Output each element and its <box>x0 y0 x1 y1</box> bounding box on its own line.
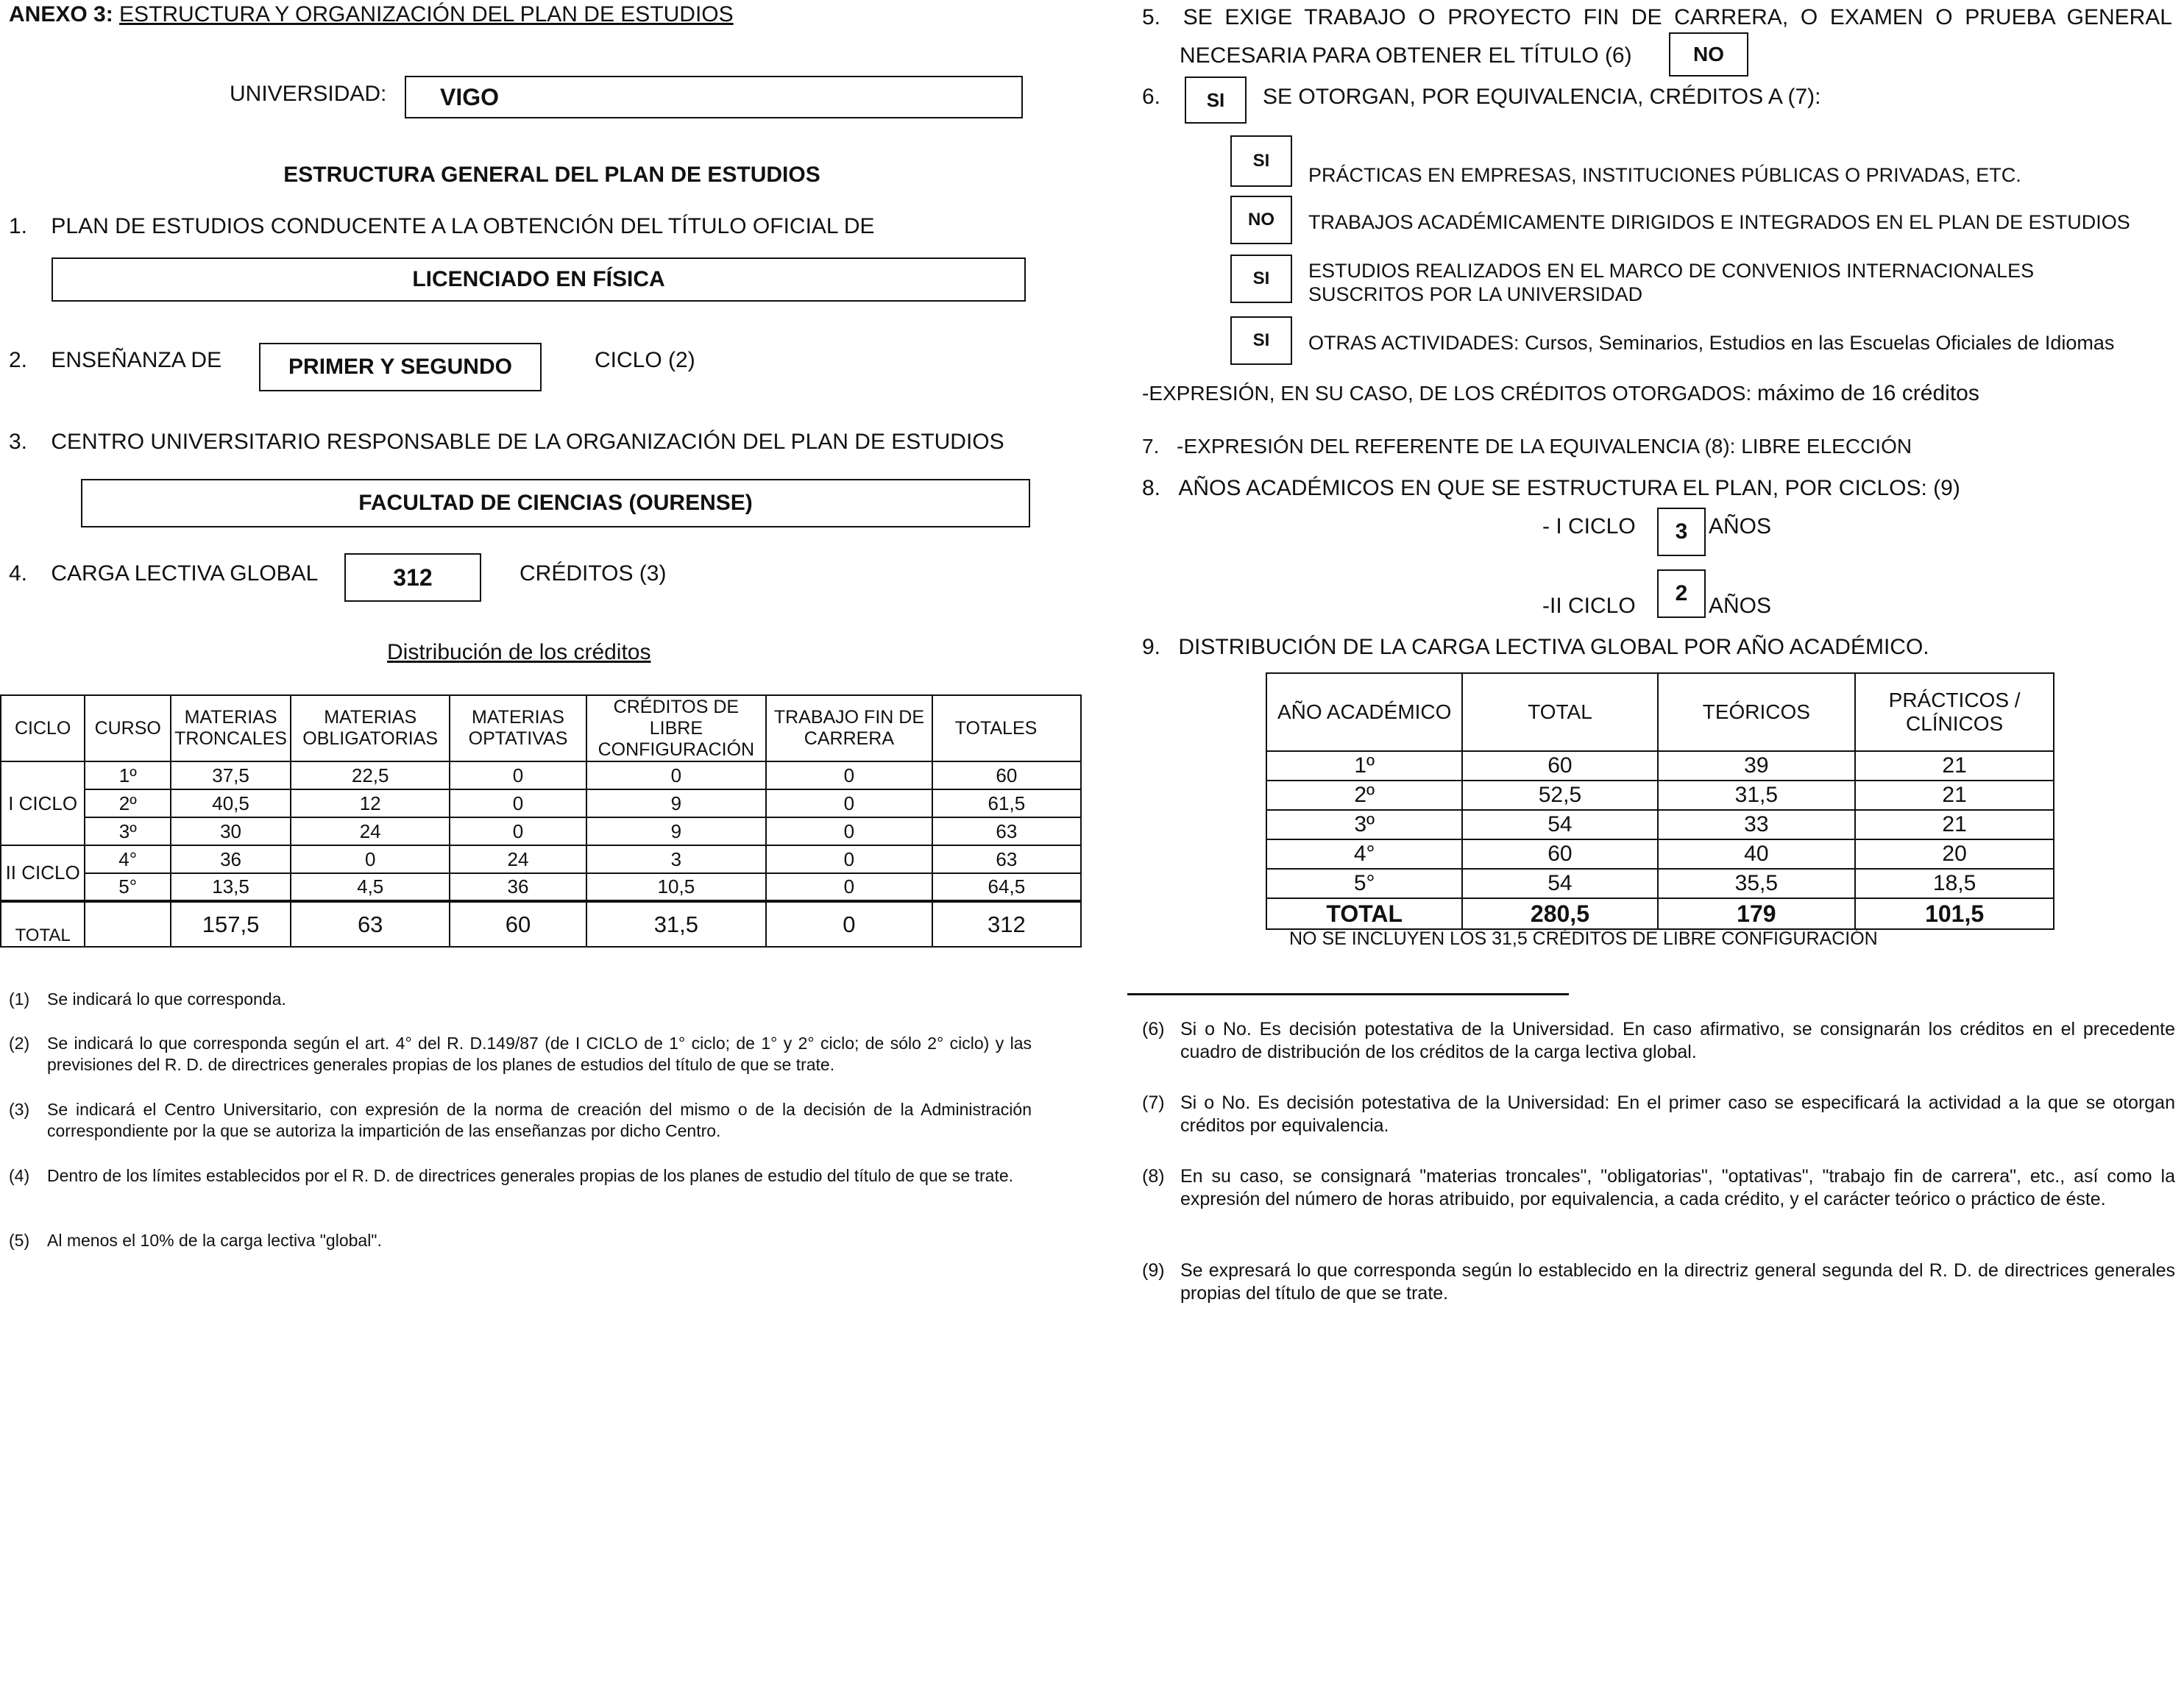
total-row <box>1266 898 2054 929</box>
cell: 60 <box>1462 839 1657 869</box>
option-text <box>1308 259 2034 306</box>
cell: 54 <box>1462 810 1657 839</box>
titulo-field <box>52 257 1026 302</box>
ciclo2-years: AÑOS <box>1709 594 1772 618</box>
item-8-text: AÑOS ACADÉMICOS EN QUE SE ESTRUCTURA EL PLAN, POR CICLOS: (9) <box>1178 476 1960 500</box>
ciclo-1-cell: I CICLO <box>1 761 85 845</box>
footnote-num: (2) <box>9 1034 30 1053</box>
footnote-text: Si o No. Es decisión potestativa de la Universidad. En caso afirmativo, se consignarán los créditos en el precedente cuadro de distribución de los créditos de la carga lectiva global. <box>1180 1019 2175 1062</box>
cell: 179 <box>1658 898 1856 929</box>
table-row <box>1 845 1081 873</box>
item-4 <box>9 561 318 587</box>
cell: 0 <box>766 873 932 901</box>
option-text <box>1308 331 2114 355</box>
table-row <box>1 761 1081 789</box>
cell: 0 <box>450 761 586 789</box>
cell: 18,5 <box>1855 869 2054 898</box>
footnote-2 <box>9 1033 1032 1076</box>
cell: 21 <box>1855 781 2054 810</box>
ciclo1-value: 3 <box>1675 519 1688 544</box>
th-teoricos: TEÓRICOS <box>1658 673 1856 751</box>
carga-value: 312 <box>393 564 433 591</box>
annex-title: ESTRUCTURA Y ORGANIZACIÓN DEL PLAN DE ESTUDIOS <box>119 2 734 26</box>
item-1 <box>9 213 875 240</box>
cell: 64,5 <box>932 873 1081 901</box>
th-libre: CRÉDITOS DE LIBRE CONFIGURACIÓN <box>586 695 766 761</box>
item-7-num: 7. <box>1142 435 1160 458</box>
footnote-num: (9) <box>1142 1260 1165 1281</box>
ensenanza-suffix: CICLO (2) <box>595 348 695 372</box>
option-value: SI <box>1252 330 1270 350</box>
footnote-num: (5) <box>9 1231 30 1250</box>
th-ciclo: CICLO <box>1 695 85 761</box>
cell: 40 <box>1658 839 1856 869</box>
item-1-num: 1. <box>9 214 28 238</box>
option-text: TRABAJOS ACADÉMICAMENTE DIRIGIDOS E INTEGRADOS EN EL PLAN DE ESTUDIOS <box>1308 211 2130 233</box>
total-label: TOTAL <box>1 901 85 947</box>
table-row <box>1266 781 2054 810</box>
ciclo-2-cell: II CICLO <box>1 845 85 901</box>
universidad-field <box>405 76 1023 118</box>
footnote-3 <box>9 1099 1032 1142</box>
footnote-text: Si o No. Es decisión potestativa de la Universidad: En el primer caso se especificará la actividad a la que se otorgan créditos por equivalencia. <box>1180 1092 2175 1136</box>
footnote-text: Se expresará lo que corresponda según lo establecido en la directriz general segunda del R. D. de directrices generales propias del título de que se trate. <box>1180 1260 2175 1304</box>
cell: 22,5 <box>291 761 450 789</box>
item-8-num: 8. <box>1142 476 1161 500</box>
th-ano: AÑO ACADÉMICO <box>1266 673 1462 751</box>
cell: 280,5 <box>1462 898 1657 929</box>
cell: 63 <box>932 817 1081 845</box>
distribucion-title: Distribución de los créditos <box>387 640 651 664</box>
th-total: TOTAL <box>1462 673 1657 751</box>
cell: 0 <box>450 817 586 845</box>
th-optativas: MATERIAS OPTATIVAS <box>450 695 586 761</box>
cell: 24 <box>291 817 450 845</box>
cell: 61,5 <box>932 789 1081 817</box>
option-line: SUSCRITOS POR LA UNIVERSIDAD <box>1308 283 1643 305</box>
cell: 312 <box>932 901 1081 947</box>
item-6-num: 6. <box>1142 85 1161 109</box>
table-row <box>1 873 1081 901</box>
cell: 2º <box>85 789 171 817</box>
item-6-text: SE OTORGAN, POR EQUIVALENCIA, CRÉDITOS A (7): <box>1263 85 1821 109</box>
cell: 20 <box>1855 839 2054 869</box>
footnote-text: Se indicará lo que corresponda según el art. 4° del R. D.149/87 (de I CICLO de 1° ciclo; de 1° y 2° ciclo; de sólo 2° ciclo) y las previsiones del R. D. de directrices generales propias de los planes de estudios del título de que se trate. <box>47 1034 1032 1074</box>
item-2-num: 2. <box>9 348 28 372</box>
cell: 39 <box>1658 751 1856 781</box>
cell: 33 <box>1658 810 1856 839</box>
option-box <box>1230 196 1292 244</box>
cell: 3º <box>85 817 171 845</box>
centro-field <box>81 479 1030 527</box>
table-row <box>1266 839 2054 869</box>
item-4-num: 4. <box>9 561 28 586</box>
credits-table <box>0 694 1082 948</box>
cell: 3º <box>1266 810 1462 839</box>
cell: 0 <box>291 845 450 873</box>
item-5-box <box>1669 32 1748 77</box>
item-9-num: 9. <box>1142 635 1161 659</box>
item-5-text: SE EXIGE TRABAJO O PROYECTO FIN DE CARRERA, O EXAMEN O PRUEBA GENERAL <box>1183 5 2172 29</box>
cell: TOTAL <box>1266 898 1462 929</box>
cell: 1º <box>1266 751 1462 781</box>
cell: 63 <box>291 901 450 947</box>
cell: 0 <box>766 817 932 845</box>
cell: 4° <box>85 845 171 873</box>
general-title: ESTRUCTURA GENERAL DEL PLAN DE ESTUDIOS <box>283 163 820 187</box>
item-5-num: 5. <box>1142 5 1161 29</box>
ciclo2-value: 2 <box>1675 581 1688 605</box>
ensenanza-field <box>259 343 542 391</box>
footnote-1 <box>9 989 1032 1010</box>
annex-heading <box>9 1 734 28</box>
cell <box>85 901 171 947</box>
option-line: ESTUDIOS REALIZADOS EN EL MARCO DE CONVENIOS INTERNACIONALES <box>1308 260 2035 282</box>
footnote-8 <box>1142 1165 2175 1211</box>
footnote-text: Se indicará el Centro Universitario, con expresión de la norma de creación del mismo o de la decisión de la Administración correspondiente por la que se autoriza la impartición de las enseñanzas por dicho Centro. <box>47 1100 1032 1140</box>
cell: 12 <box>291 789 450 817</box>
table-row <box>1 789 1081 817</box>
cell: 0 <box>766 901 932 947</box>
option-value: SI <box>1252 151 1270 171</box>
th-troncales: MATERIAS TRONCALES <box>171 695 291 761</box>
cell: 52,5 <box>1462 781 1657 810</box>
item-5-line1 <box>1142 4 2172 31</box>
th-trabajo: TRABAJO FIN DE CARRERA <box>766 695 932 761</box>
item-9 <box>1142 634 1929 661</box>
th-totales: TOTALES <box>932 695 1081 761</box>
universidad-value: VIGO <box>440 83 500 110</box>
table-row <box>1266 810 2054 839</box>
cell: 35,5 <box>1658 869 1856 898</box>
cell: 4,5 <box>291 873 450 901</box>
footnote-num: (8) <box>1142 1166 1165 1187</box>
item-9-text: DISTRIBUCIÓN DE LA CARGA LECTIVA GLOBAL POR AÑO ACADÉMICO. <box>1178 635 1929 659</box>
cell: 31,5 <box>586 901 766 947</box>
table-row <box>1266 751 2054 781</box>
cell: 54 <box>1462 869 1657 898</box>
cell: 37,5 <box>171 761 291 789</box>
footnote-text: Dentro de los límites establecidos por el R. D. de directrices generales propias de los planes de estudio del título de que se trate. <box>47 1166 1014 1185</box>
item-7-text: -EXPRESIÓN DEL REFERENTE DE LA EQUIVALENCIA (8): LIBRE ELECCIÓN <box>1177 435 1912 458</box>
year-table-note: NO SE INCLUYEN LOS 31,5 CRÉDITOS DE LIBRE CONFIGURACIÓN <box>1289 928 1878 949</box>
cell: 60 <box>932 761 1081 789</box>
item-6-box <box>1185 77 1247 124</box>
cell: 2º <box>1266 781 1462 810</box>
footnote-9 <box>1142 1259 2175 1305</box>
item-8 <box>1142 475 1960 502</box>
cell: 3 <box>586 845 766 873</box>
ensenanza-value: PRIMER Y SEGUNDO <box>288 355 512 379</box>
option-value: SI <box>1252 269 1270 288</box>
total-row <box>1 901 1081 947</box>
item-2-text: ENSEÑANZA DE <box>51 348 222 372</box>
credits-table-wrap <box>0 694 1038 952</box>
carga-suffix: CRÉDITOS (3) <box>520 561 667 586</box>
footnote-num: (7) <box>1142 1092 1165 1113</box>
cell: 60 <box>450 901 586 947</box>
footnote-num: (6) <box>1142 1019 1165 1039</box>
carga-field <box>344 553 481 602</box>
item-6-value: SI <box>1206 88 1225 111</box>
cell: 31,5 <box>1658 781 1856 810</box>
centro-value: FACULTAD DE CIENCIAS (OURENSE) <box>358 491 753 515</box>
footnote-rule <box>1127 993 1569 995</box>
th-practicos: PRÁCTICOS / CLÍNICOS <box>1855 673 2054 751</box>
cell: 0 <box>766 789 932 817</box>
titulo-value: LICENCIADO EN FÍSICA <box>412 267 665 291</box>
footnote-text: Se indicará lo que corresponda. <box>47 989 286 1009</box>
th-curso: CURSO <box>85 695 171 761</box>
cell: 157,5 <box>171 901 291 947</box>
option-box <box>1230 316 1292 365</box>
cell: 9 <box>586 789 766 817</box>
item-1-text: PLAN DE ESTUDIOS CONDUCENTE A LA OBTENCIÓN DEL TÍTULO OFICIAL DE <box>51 214 875 238</box>
cell: 1º <box>85 761 171 789</box>
cell: 24 <box>450 845 586 873</box>
cell: 21 <box>1855 810 2054 839</box>
table-row <box>1266 869 2054 898</box>
footnote-7 <box>1142 1092 2175 1137</box>
year-table <box>1266 672 2054 930</box>
item-3-text: CENTRO UNIVERSITARIO RESPONSABLE DE LA ORGANIZACIÓN DEL PLAN DE ESTUDIOS <box>51 430 1004 454</box>
ciclo2-label: -II CICLO <box>1542 594 1636 618</box>
footnote-4 <box>9 1165 1032 1187</box>
expresion-label: -EXPRESIÓN, EN SU CASO, DE LOS CRÉDITOS OTORGADOS: <box>1142 382 1752 405</box>
expresion-line <box>1142 381 1979 406</box>
cell: 4° <box>1266 839 1462 869</box>
footnote-text: En su caso, se consignará "materias troncales", "obligatorias", "optativas", "trabajo fin de carrera", etc., así como la expresión del número de horas atribuido, por equivalencia, a cada crédito, y el carácter teórico o práctico de éste. <box>1180 1166 2175 1209</box>
cell: 5° <box>1266 869 1462 898</box>
cell: 0 <box>586 761 766 789</box>
footnote-5 <box>9 1230 1032 1251</box>
item-3 <box>9 429 1030 455</box>
cell: 10,5 <box>586 873 766 901</box>
footnote-num: (1) <box>9 989 30 1009</box>
item-3-num: 3. <box>9 430 28 454</box>
ciclo1-box <box>1657 508 1706 556</box>
option-line: OTRAS ACTIVIDADES: <box>1308 332 1520 354</box>
cell: 63 <box>932 845 1081 873</box>
ciclo1-label: - I CICLO <box>1542 514 1636 539</box>
th-obligatorias: MATERIAS OBLIGATORIAS <box>291 695 450 761</box>
universidad-label: UNIVERSIDAD: <box>230 82 387 106</box>
item-5-line2: NECESARIA PARA OBTENER EL TÍTULO (6) <box>1180 43 1632 68</box>
item-2 <box>9 347 221 374</box>
cell: 36 <box>450 873 586 901</box>
option-line: Cursos, Seminarios, Estudios en las Escuelas Oficiales de Idiomas <box>1525 332 2115 354</box>
cell: 0 <box>766 845 932 873</box>
item-7 <box>1142 434 1912 459</box>
ciclo2-box <box>1657 569 1706 618</box>
cell: 30 <box>171 817 291 845</box>
expresion-value: máximo de 16 créditos <box>1757 381 1979 405</box>
cell: 21 <box>1855 751 2054 781</box>
cell: 9 <box>586 817 766 845</box>
item-4-text: CARGA LECTIVA GLOBAL <box>51 561 319 586</box>
item-5-value: NO <box>1693 43 1724 65</box>
footnote-6 <box>1142 1018 2175 1064</box>
option-value: NO <box>1248 210 1274 230</box>
table-row <box>1 817 1081 845</box>
option-box <box>1230 135 1292 187</box>
cell: 40,5 <box>171 789 291 817</box>
annex-label: ANEXO 3: <box>9 2 113 26</box>
ciclo1-years: AÑOS <box>1709 514 1772 539</box>
footnote-num: (4) <box>9 1166 30 1185</box>
cell: 0 <box>766 761 932 789</box>
cell: 36 <box>171 845 291 873</box>
option-box <box>1230 255 1292 303</box>
cell: 101,5 <box>1855 898 2054 929</box>
cell: 60 <box>1462 751 1657 781</box>
cell: 5° <box>85 873 171 901</box>
cell: 13,5 <box>171 873 291 901</box>
cell: 0 <box>450 789 586 817</box>
option-text: PRÁCTICAS EN EMPRESAS, INSTITUCIONES PÚBLICAS O PRIVADAS, ETC. <box>1308 164 2021 186</box>
footnote-text: Al menos el 10% de la carga lectiva "global". <box>47 1231 382 1250</box>
footnote-num: (3) <box>9 1100 30 1119</box>
